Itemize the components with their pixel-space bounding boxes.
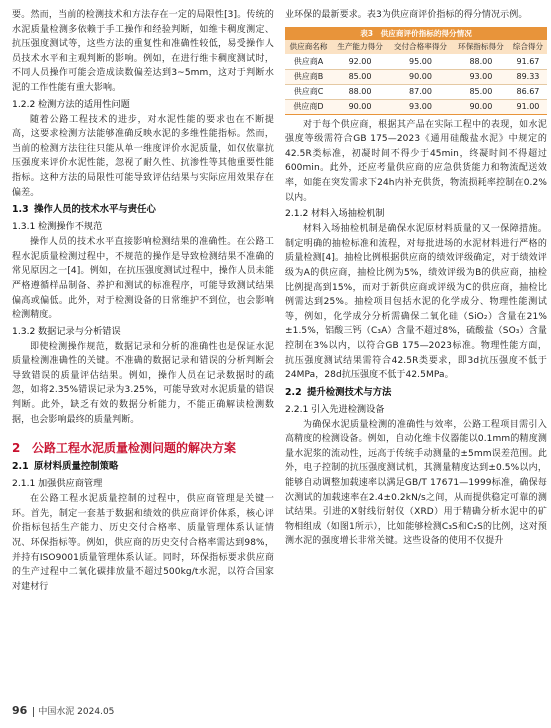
paragraph: 操作人员的技术水平直接影响检测结果的准确性。在公路工程水泥质量检测过程中，不规范的操作是导致检测结果不准确的常见原因之一[4]。例如，在抗压强度测试过程中，操作人员未能严格遵循样品制备、养护和测试的标准程序，可能导致测试结果偏高或偏低。此外，对于检测设备的日常维护不到位，也会影响检测精度。 [12,237,274,321]
section-heading-2-1-1 [12,476,274,492]
section-heading-1-3 [12,202,274,218]
section-title: 引入先进检测设备 [311,403,385,415]
paragraph: 在公路工程水泥质量控制的过程中，供应商管理是关键一环。首先，制定一套基于数据和绩效的供应商评价体系，核心评价指标包括生产能力、历史交付合格率、质量管理体系认证情况、环保指标等。例如，供应商的历史交付合格率需达到98%，并持有ISO9001质量管理体系认证。同时，环保指标要求供应商的生产过程中二氧化碳排放量不超过500kg/t水泥，以符合国家对建材行 [12,494,274,592]
table-cell: 86.67 [509,84,547,99]
section-heading-1-2-2 [12,97,274,113]
section-number: 1.3.2 [12,325,36,337]
page-footer [12,705,114,718]
table-cell: 85.00 [453,84,509,99]
section-title: 提升检测技术与方法 [307,386,392,398]
table-cell: 90.00 [332,99,388,114]
chapter-heading-2 [12,439,274,457]
table-cell: 91.00 [509,99,547,114]
paragraph: 随着公路工程技术的进步，对水泥性能的要求也在不断提高，这要求检测方法能够准确反映水泥的多维性能指标。然而，当前的检测方法往往只能从单一维度评价水泥质量，如仅依靠抗压强度来评价水泥性能，忽视了耐久性、抗渗性等其他重要性能指标。这种方法的局限性可能导致评估结果与实际应用效果存在偏差。 [12,114,274,198]
table-row [285,69,547,84]
table-cell: 90.00 [388,69,453,84]
section-title: 操作人员的技术水平与责任心 [34,204,156,216]
paragraph: 业环保的最新要求。表3为供应商评价指标的得分情况示例。 [285,10,528,20]
table-cell: 93.00 [453,69,509,84]
column-header: 生产能力得分 [332,40,388,55]
table-cell: 91.67 [509,54,547,69]
section-number: 1.2.2 [12,98,36,110]
section-heading-2-1-2 [285,206,547,222]
right-column [285,8,547,549]
chapter-number: 2 [12,441,21,456]
paragraph: 对于每个供应商，根据其产品在实际工程中的表现，如水泥强度等级需符合GB 175—2023《通用硅酸盐水泥》中规定的42.5R类标准，初凝时间不得少于45min，终凝时间不得超过600min。此外，还应考量供应商的应急供货能力和物流配送效率，如能在突发需求下24h内补充供货，物流损耗率控制在0.2%以内。 [285,119,547,203]
table-cell: 85.00 [332,69,388,84]
table-cell: 供应商B [285,69,332,84]
section-number: 2.2.1 [285,403,309,415]
table-cell: 93.00 [388,99,453,114]
table-row [285,84,547,99]
section-number: 2.1.1 [12,478,36,490]
table-cell: 供应商A [285,54,332,69]
column-header: 供应商名称 [285,40,332,55]
section-number: 2.1.2 [285,208,309,220]
section-title: 检测操作不规范 [38,221,103,233]
section-number: 2.2 [285,386,302,398]
table-cell: 90.00 [453,99,509,114]
paragraph: 即使检测操作规范，数据记录和分析的准确性也是保证水泥质量检测准确性的关键。不准确的数据记录和错误的分析判断会导致错误的质量评估结果。例如，操作人员在记录数据时的疏忽，如将2.35%错误记录为3.25%，可能导致对水泥质量的错误判断。此外，缺乏有效的数据分析能力，不能正确解读检测数据，也会影响最终的质量判断。 [12,341,274,425]
section-number: 2.1 [12,461,29,473]
column-header: 交付合格率得分 [388,40,453,55]
table-header-row [285,40,547,55]
table-cell: 供应商C [285,84,332,99]
paragraph: 要。然而，当前的检测技术和方法存在一定的局限性[3]。传统的水泥质量检测多依赖于手工操作和经验判断，如维卡稠度测定、抗压强度测试等，这些方法的重复性和准确性较低，易受操作人员技术水平和主观判断的影响。例如，在进行维卡稠度测试时，不同人员操作可能会造成读数偏差达到3~5mm，这对于判断水泥的工作性能有重大影响。 [12,10,274,93]
paragraph: 为确保水泥质量检测的准确性与效率，公路工程项目需引入高精度的检测设备。例如，自动化维卡仪器能以0.1mm的精度测量水泥浆的流动性，远高于传统手动测量的±5mm误差范围。此外，电子控制的抗压强度测试机，其测量精度达到±0.5%以内，能够自动调整加载速率以满足GB/T 17671—1999标准，确保每次测试的加载速率在2.4±0.2kN/s之间，从而提供稳定可靠的测试结果。引进的X射线衍射仪（XRD）用于精确分析水泥中的矿物相组成（如图1所示），比如能够检测C₃S和C₂S的比例，这对预测水泥的强度增长非常关键。这些设备的使用不仅提升 [285,419,547,547]
section-title: 检测方法的适用性问题 [38,98,130,110]
table-cell: 供应商D [285,99,332,114]
column-header: 综合得分 [509,40,547,55]
column-header: 环保指标得分 [453,40,509,55]
section-title: 数据记录与分析错误 [38,325,121,337]
section-title: 加强供应商管理 [38,478,103,490]
section-heading-2-1 [12,459,274,475]
table-cell: 88.00 [332,84,388,99]
supplier-score-table [285,40,547,115]
table-cell: 89.33 [509,69,547,84]
table-row [285,54,547,69]
table-caption: 表3 供应商评价指标的得分情况 [285,27,547,40]
table-cell: 92.00 [332,54,388,69]
footer-divider [33,707,34,717]
journal-name: 中国水泥 2024.05 [38,707,115,717]
section-heading-1-3-1 [12,219,274,235]
section-number: 1.3.1 [12,221,36,233]
paragraph: 材料入场抽检机制是确保水泥原材料质量的又一保障措施。制定明确的抽检标准和流程，对每批进场的水泥材料进行严格的质量检测[4]。抽检比例根据供应商的绩效评级确定，对于绩效评级为A的供应商，抽检比例为5%，绩效评级为B的供应商，抽检比例提高到15%，而对于新供应商或评级为C的供应商，抽检比例需达到25%。抽检项目包括水泥的化学成分、物理性能测试等，例如，化学成分分析需确保二氧化硅（SiO₂）含量在21%±1.5%，铝酸三钙（C₃A）含量不超过8%，硫酸盐（SO₃）含量控制在3%以内，以符合GB 175—2023标准。物理性能方面，抗压强度测试结果需符合42.5R类要求，即3d抗压强度不低于24MPa，28d抗压强度不低于42.5MPa。 [285,224,547,381]
section-title: 材料入场抽检机制 [311,208,385,220]
section-heading-2-2-1 [285,402,547,418]
chapter-title: 公路工程水泥质量检测问题的解决方案 [32,441,237,456]
left-column [12,8,274,594]
page-number: 96 [12,704,28,717]
section-number: 1.3 [12,204,29,216]
table-row [285,99,547,114]
table-cell: 88.00 [453,54,509,69]
table-cell: 87.00 [388,84,453,99]
section-heading-2-2 [285,385,547,401]
table-cell: 95.00 [388,54,453,69]
section-title: 原材料质量控制策略 [34,461,119,473]
section-heading-1-3-2 [12,324,274,340]
